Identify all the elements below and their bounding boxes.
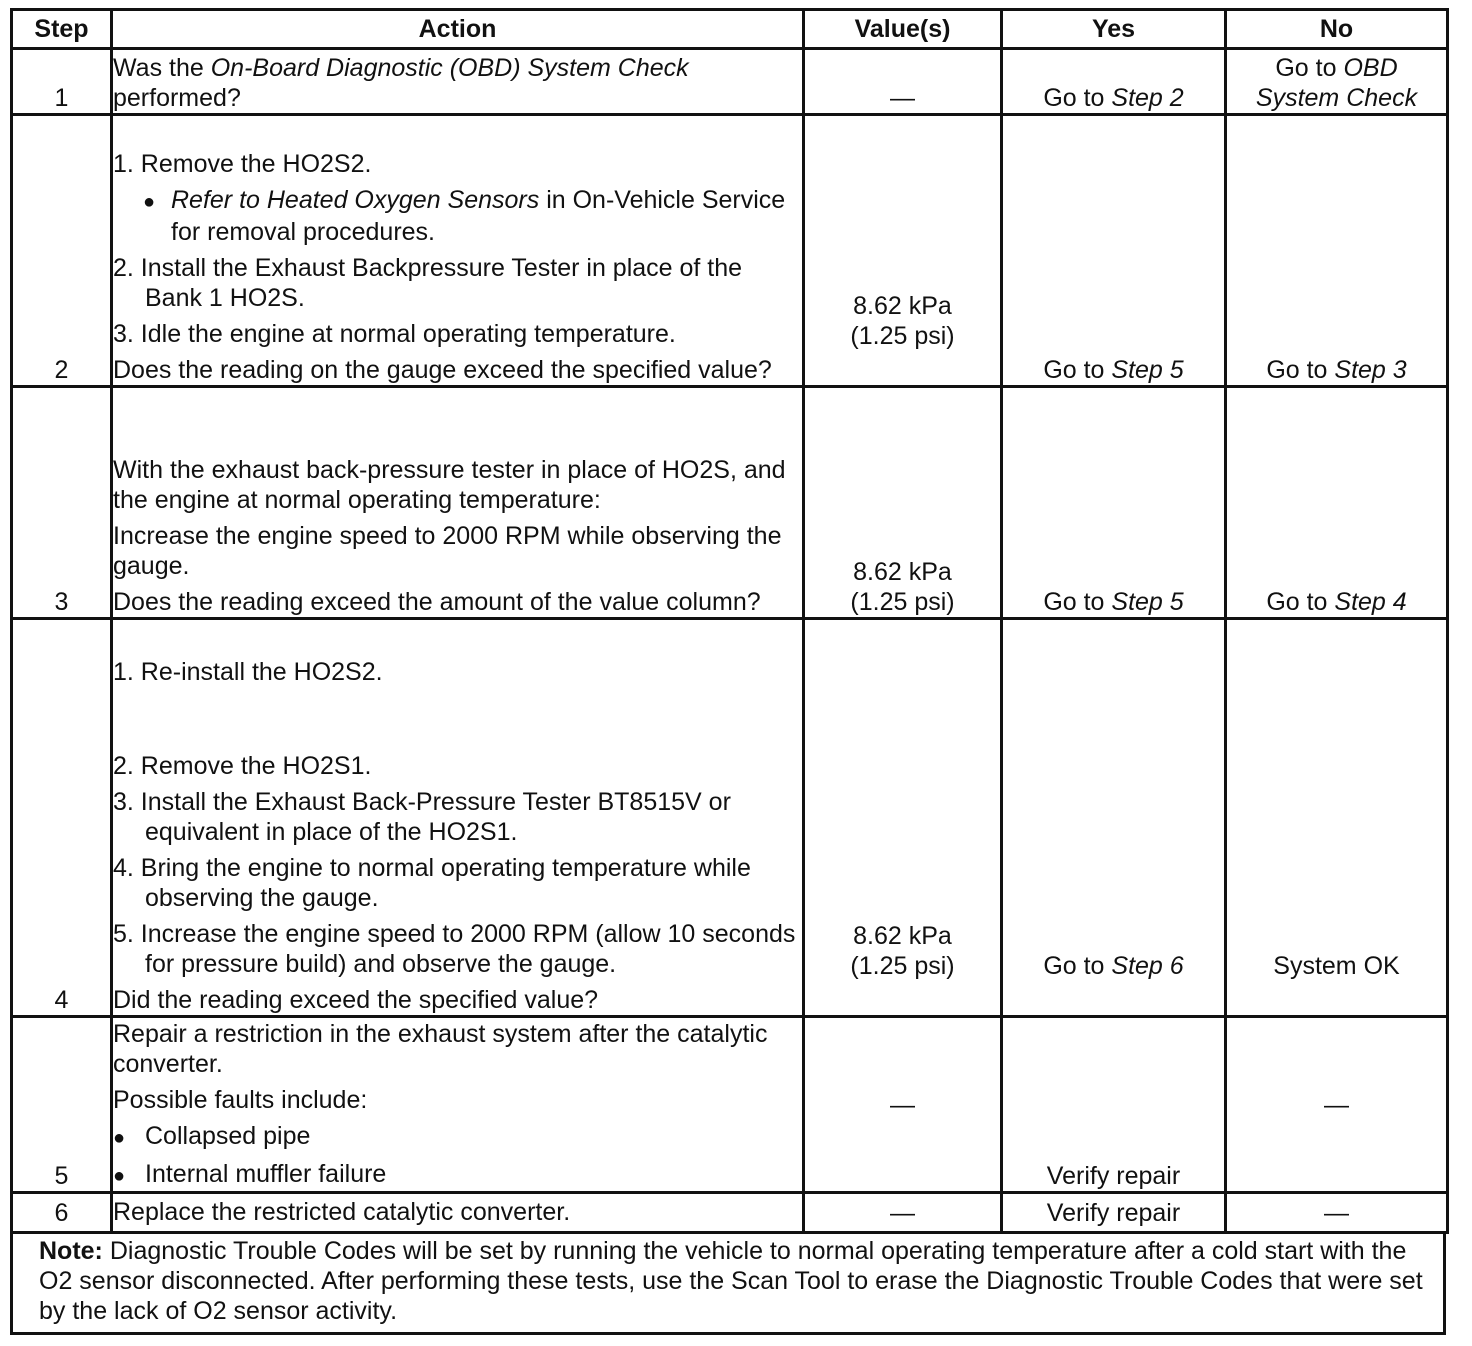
action-item: 2. Remove the HO2S1. bbox=[113, 752, 372, 780]
step-number: 3 bbox=[12, 387, 112, 619]
action-intro: With the exhaust back-pressure tester in place of HO2S, and the engine at normal operating temperature: bbox=[113, 456, 786, 514]
action-item: 3. Idle the engine at normal operating temperature. bbox=[113, 320, 676, 348]
table-row-step-3 bbox=[12, 387, 1448, 619]
no-cell: Go to Step 3 bbox=[1226, 115, 1448, 387]
yes-cell: Verify repair bbox=[1002, 1017, 1226, 1193]
action-item: 1. Re-install the HO2S2. bbox=[113, 658, 383, 686]
table-row-step-1 bbox=[12, 49, 1448, 115]
yes-cell: Verify repair bbox=[1002, 1193, 1226, 1233]
action-item: 5. Increase the engine speed to 2000 RPM (allow 10 seconds for pressure build) and observe the gauge. bbox=[113, 920, 796, 978]
action-cell: Replace the restricted catalytic converter. bbox=[112, 1193, 804, 1233]
action-cell bbox=[112, 1017, 804, 1193]
header-row bbox=[12, 10, 1448, 49]
table-row-step-6 bbox=[12, 1193, 1448, 1233]
action-bullet: ● Refer to Heated Oxygen Sensors in On-Vehicle Service for removal procedures. bbox=[113, 185, 802, 247]
table-row-step-4 bbox=[12, 619, 1448, 1017]
note-box bbox=[10, 1234, 1446, 1335]
yes-cell: Go to Step 5 bbox=[1002, 387, 1226, 619]
no-cell: Go to Step 4 bbox=[1226, 387, 1448, 619]
value-cell: — bbox=[804, 49, 1002, 115]
action-cell bbox=[112, 619, 804, 1017]
action-question: Did the reading exceed the specified value? bbox=[113, 986, 599, 1014]
header-step: Step bbox=[12, 10, 112, 49]
fault-item: ● Collapsed pipe bbox=[113, 1121, 802, 1153]
action-instruction: Increase the engine speed to 2000 RPM while observing the gauge. bbox=[113, 522, 782, 580]
action-question: Does the reading exceed the amount of the value column? bbox=[113, 588, 761, 616]
table-row-step-5 bbox=[12, 1017, 1448, 1193]
value-cell: 8.62 kPa (1.25 psi) bbox=[804, 619, 1002, 1017]
no-cell: System OK bbox=[1226, 619, 1448, 1017]
yes-cell: Go to Step 2 bbox=[1002, 49, 1226, 115]
value-cell: — bbox=[804, 1017, 1002, 1193]
header-action: Action bbox=[112, 10, 804, 49]
diagnostic-table-page bbox=[10, 8, 1446, 1335]
action-question: Does the reading on the gauge exceed the specified value? bbox=[113, 356, 772, 384]
table-row-step-2 bbox=[12, 115, 1448, 387]
action-intro: Repair a restriction in the exhaust system after the catalytic converter. bbox=[113, 1020, 768, 1078]
header-yes: Yes bbox=[1002, 10, 1226, 49]
faults-label: Possible faults include: bbox=[113, 1086, 368, 1114]
no-cell: Go to OBD System Check bbox=[1226, 49, 1448, 115]
action-item: 2. Install the Exhaust Backpressure Tester in place of the Bank 1 HO2S. bbox=[113, 254, 743, 312]
note-text: Diagnostic Trouble Codes will be set by running the vehicle to normal operating temperature after a cold start with the O2 sensor disconnected. After performing these tests, use the Scan Tool to erase the Diagnostic Trouble Codes that were set by the lack of O2 sensor activity. bbox=[39, 1237, 1423, 1325]
action-text: Was the On-Board Diagnostic (OBD) System Check performed? bbox=[113, 54, 689, 112]
no-cell: — bbox=[1226, 1017, 1448, 1193]
header-no: No bbox=[1226, 10, 1448, 49]
no-cell: — bbox=[1226, 1193, 1448, 1233]
step-number: 5 bbox=[12, 1017, 112, 1193]
yes-cell: Go to Step 6 bbox=[1002, 619, 1226, 1017]
action-item: 4. Bring the engine to normal operating temperature while observing the gauge. bbox=[113, 854, 751, 912]
action-cell bbox=[112, 387, 804, 619]
action-cell bbox=[112, 49, 804, 115]
action-spacer bbox=[113, 687, 802, 751]
value-cell: — bbox=[804, 1193, 1002, 1233]
yes-cell: Go to Step 5 bbox=[1002, 115, 1226, 387]
step-number: 4 bbox=[12, 619, 112, 1017]
action-cell bbox=[112, 115, 804, 387]
diagnostic-table bbox=[10, 8, 1449, 1234]
step-number: 2 bbox=[12, 115, 112, 387]
step-number: 6 bbox=[12, 1193, 112, 1233]
value-cell: 8.62 kPa (1.25 psi) bbox=[804, 387, 1002, 619]
action-item: 1. Remove the HO2S2. bbox=[113, 150, 372, 178]
value-cell: 8.62 kPa (1.25 psi) bbox=[804, 115, 1002, 387]
fault-item: ● Internal muffler failure bbox=[113, 1159, 802, 1191]
header-values: Value(s) bbox=[804, 10, 1002, 49]
step-number: 1 bbox=[12, 49, 112, 115]
action-item: 3. Install the Exhaust Back-Pressure Tester BT8515V or equivalent in place of the HO2S1. bbox=[113, 788, 731, 846]
note-label: Note: bbox=[39, 1237, 103, 1265]
